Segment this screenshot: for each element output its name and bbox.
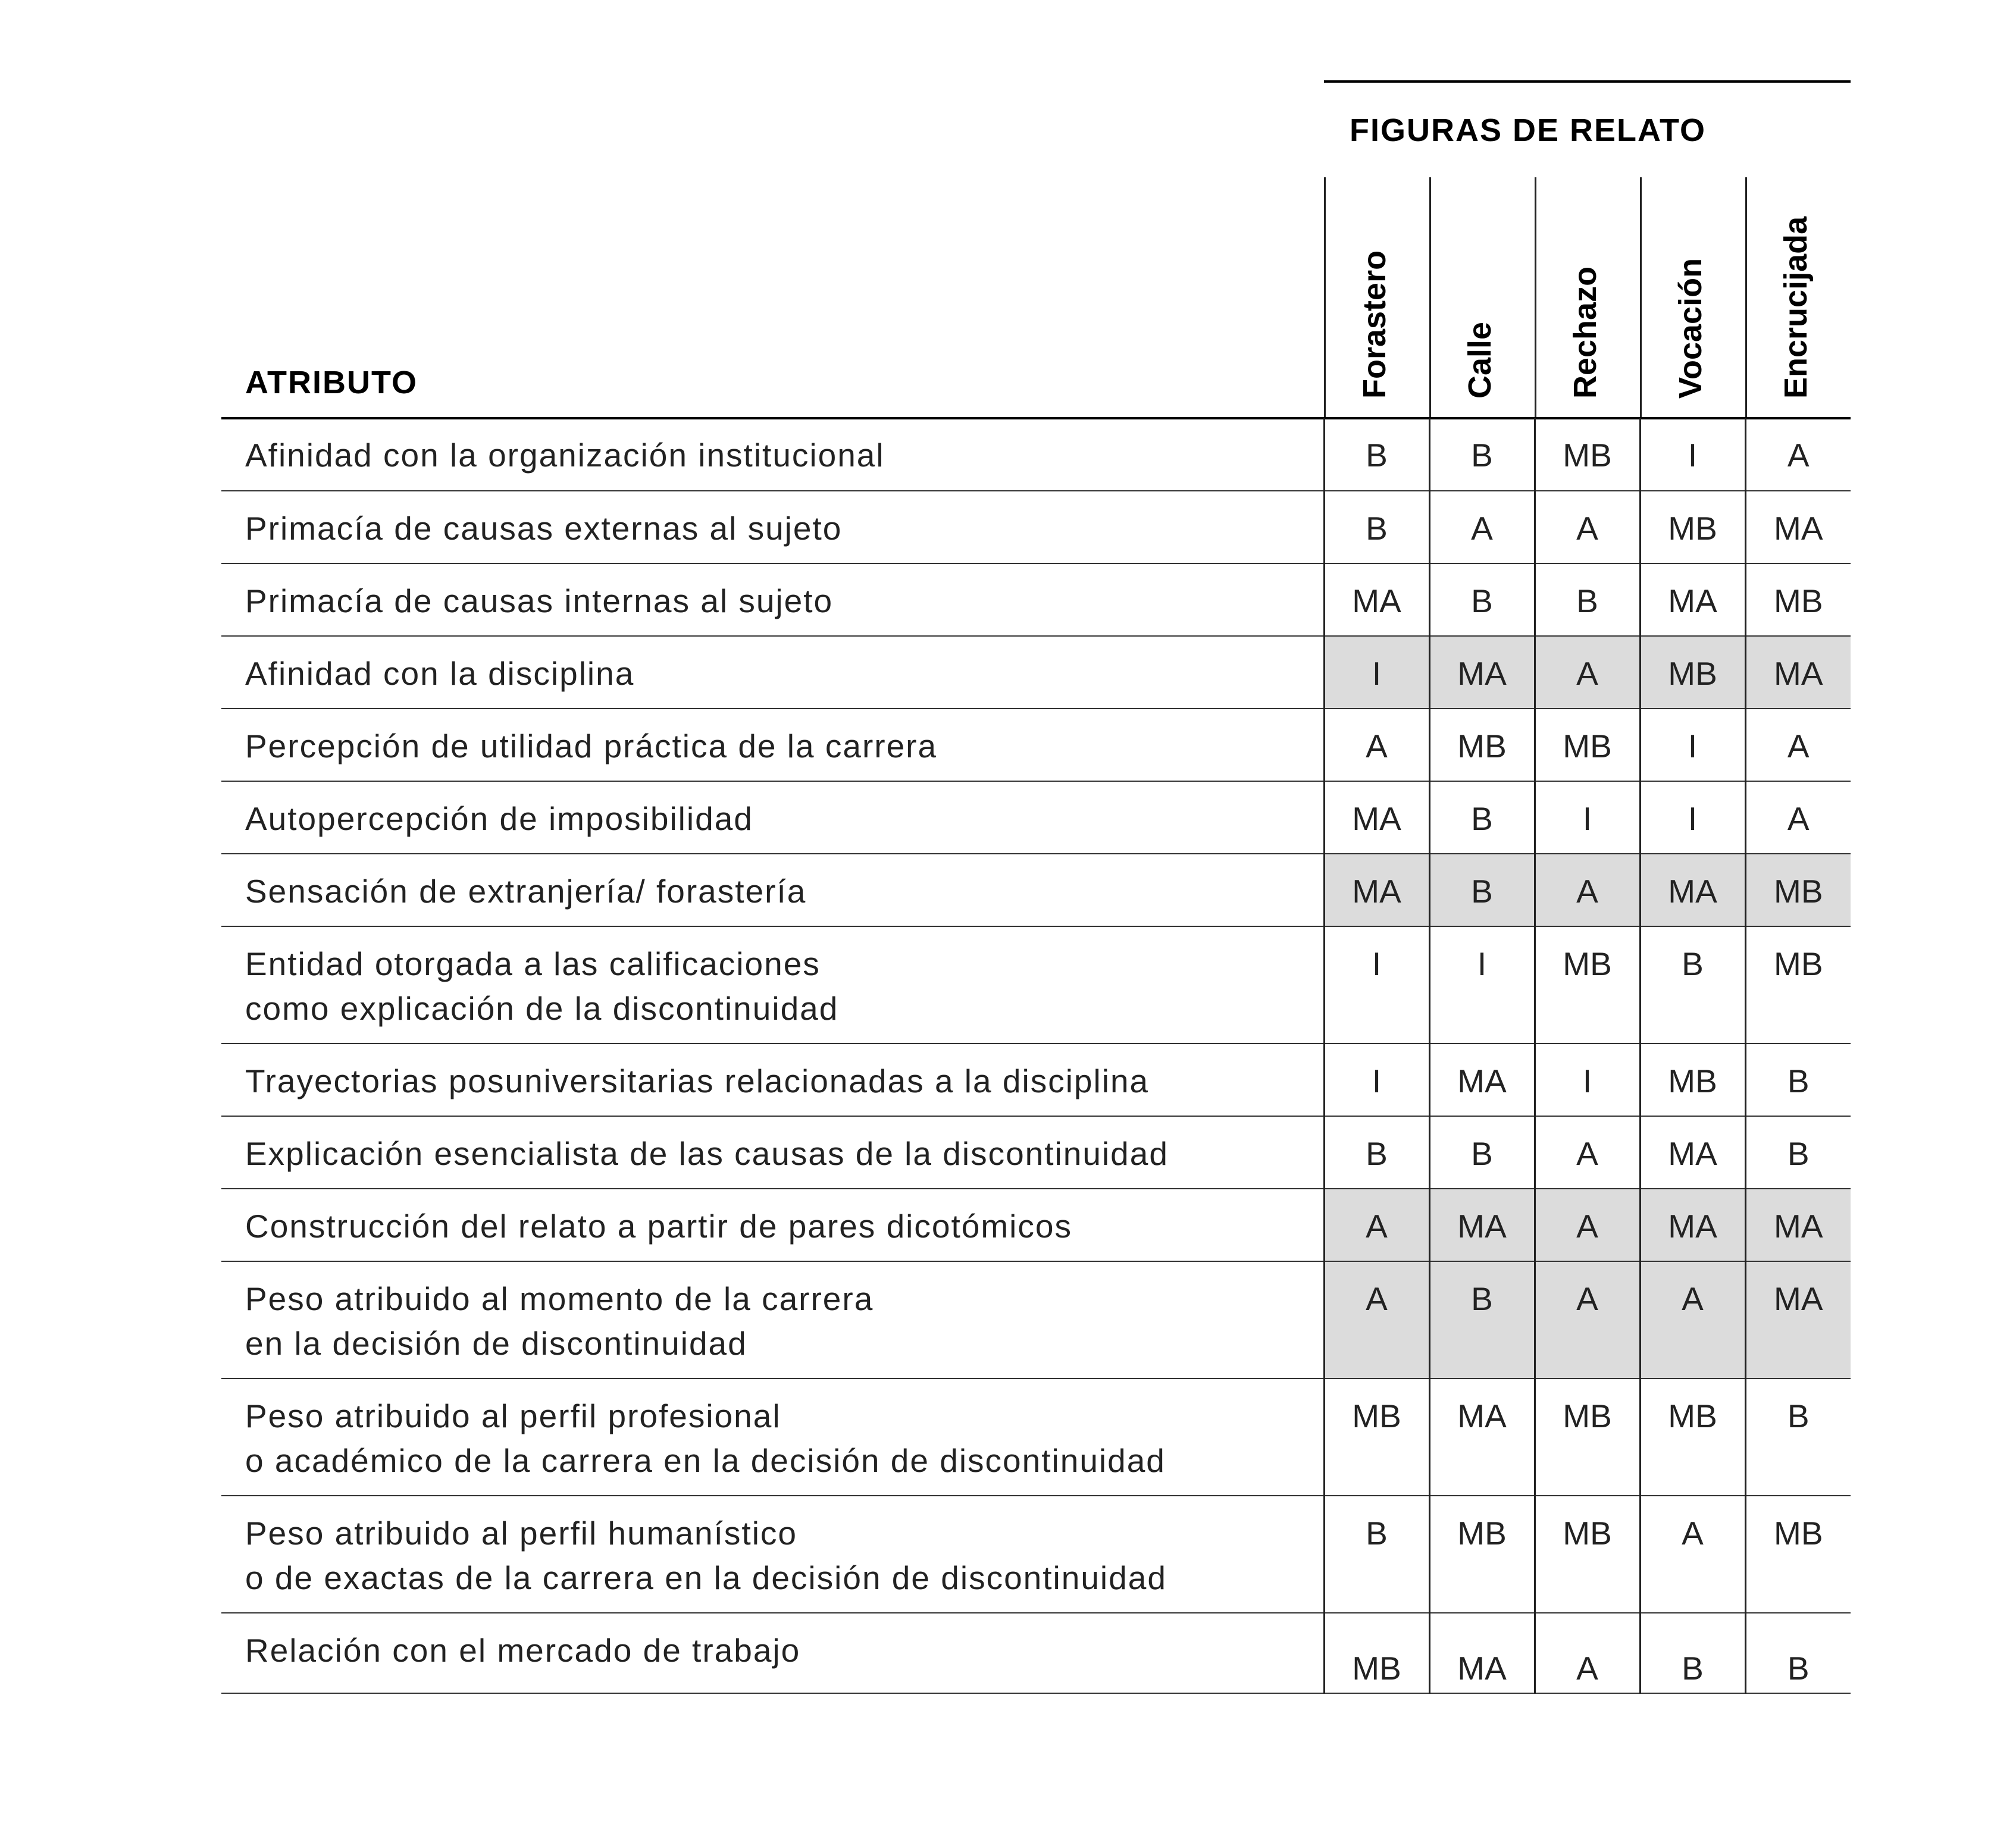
- attribute-cell: [221, 1613, 1324, 1693]
- value-cell: A: [1535, 854, 1640, 926]
- value-cell: MA: [1640, 1116, 1745, 1189]
- value-cell: MB: [1745, 854, 1851, 926]
- attribute-cell: [221, 636, 1324, 709]
- table-row: [221, 1496, 1851, 1613]
- value-cell: A: [1745, 418, 1851, 491]
- attribute-table: [221, 418, 1851, 1694]
- attribute-line: Entidad otorgada a las calificaciones: [245, 945, 821, 982]
- value-cell: MA: [1429, 1189, 1535, 1261]
- value-cell: B: [1429, 1116, 1535, 1189]
- attribute-cell: [221, 491, 1324, 563]
- value-cell: MA: [1324, 854, 1429, 926]
- value-cell: A: [1535, 1189, 1640, 1261]
- value-cell: I: [1640, 709, 1745, 781]
- value-cell: MB: [1535, 709, 1640, 781]
- value-cell: MA: [1745, 1261, 1851, 1378]
- value-cell: MB: [1640, 491, 1745, 563]
- table-row: [221, 563, 1851, 636]
- value-cell: I: [1324, 636, 1429, 709]
- value-cell: MB: [1535, 926, 1640, 1044]
- value-cell: A: [1640, 1496, 1745, 1613]
- attribute-line: Relación con el mercado de trabajo: [245, 1632, 801, 1669]
- attribute-line: o de exactas de la carrera en la decisión de discontinuidad: [245, 1559, 1167, 1596]
- value-cell: I: [1640, 781, 1745, 854]
- value-cell: B: [1429, 781, 1535, 854]
- value-cell: MB: [1640, 636, 1745, 709]
- value-cell: MA: [1429, 1613, 1535, 1693]
- attribute-line: Peso atribuido al momento de la carrera: [245, 1280, 874, 1317]
- table-row: [221, 1613, 1851, 1693]
- attribute-line: Percepción de utilidad práctica de la carrera: [245, 728, 938, 765]
- value-cell: I: [1429, 926, 1535, 1044]
- attribute-line: como explicación de la discontinuidad: [245, 990, 839, 1027]
- value-cell: A: [1745, 709, 1851, 781]
- value-cell: MA: [1324, 781, 1429, 854]
- attribute-cell: [221, 926, 1324, 1044]
- value-cell: MA: [1745, 1189, 1851, 1261]
- value-cell: I: [1535, 781, 1640, 854]
- column-header-rechazo: Rechazo: [1567, 266, 1603, 399]
- attribute-cell: [221, 1044, 1324, 1116]
- value-cell: MB: [1535, 418, 1640, 491]
- value-cell: MB: [1429, 1496, 1535, 1613]
- table-row: [221, 709, 1851, 781]
- value-cell: A: [1535, 491, 1640, 563]
- value-cell: B: [1324, 1496, 1429, 1613]
- value-cell: B: [1745, 1116, 1851, 1189]
- value-cell: A: [1535, 1116, 1640, 1189]
- value-cell: B: [1429, 854, 1535, 926]
- value-cell: A: [1324, 709, 1429, 781]
- value-cell: B: [1324, 1116, 1429, 1189]
- value-cell: MA: [1429, 1044, 1535, 1116]
- table-row: [221, 1044, 1851, 1116]
- value-cell: B: [1429, 563, 1535, 636]
- value-cell: MB: [1429, 709, 1535, 781]
- group-header-rule: [1324, 80, 1851, 83]
- attribute-line: Construcción del relato a partir de pares dicotómicos: [245, 1208, 1072, 1245]
- value-cell: B: [1640, 926, 1745, 1044]
- value-cell: B: [1324, 418, 1429, 491]
- table-row: [221, 854, 1851, 926]
- value-cell: MB: [1324, 1378, 1429, 1496]
- attribute-cell: [221, 709, 1324, 781]
- value-cell: A: [1745, 781, 1851, 854]
- value-cell: A: [1640, 1261, 1745, 1378]
- table-row: [221, 926, 1851, 1044]
- table-row: [221, 1261, 1851, 1378]
- value-cell: MB: [1324, 1613, 1429, 1693]
- value-cell: B: [1429, 418, 1535, 491]
- column-header-encrucijada: Encrucijada: [1778, 216, 1814, 399]
- value-cell: A: [1535, 636, 1640, 709]
- attribute-cell: [221, 1116, 1324, 1189]
- attribute-line: Peso atribuido al perfil profesional: [245, 1398, 781, 1434]
- value-cell: B: [1324, 491, 1429, 563]
- attribute-cell: [221, 1189, 1324, 1261]
- value-cell: MB: [1640, 1044, 1745, 1116]
- attribute-line: Sensación de extranjería/ forastería: [245, 873, 807, 910]
- attribute-line: Explicación esencialista de las causas de la discontinuidad: [245, 1135, 1169, 1172]
- value-cell: B: [1429, 1261, 1535, 1378]
- value-cell: MA: [1745, 636, 1851, 709]
- attribute-line: Primacía de causas internas al sujeto: [245, 582, 834, 619]
- attribute-line: en la decisión de discontinuidad: [245, 1325, 747, 1362]
- attribute-cell: [221, 1378, 1324, 1496]
- table-row: [221, 1189, 1851, 1261]
- table-row: [221, 491, 1851, 563]
- value-cell: MA: [1745, 491, 1851, 563]
- value-cell: A: [1324, 1189, 1429, 1261]
- value-cell: I: [1535, 1044, 1640, 1116]
- value-cell: MB: [1640, 1378, 1745, 1496]
- value-cell: MA: [1640, 1189, 1745, 1261]
- attribute-cell: [221, 563, 1324, 636]
- value-cell: MB: [1535, 1378, 1640, 1496]
- value-cell: MB: [1745, 563, 1851, 636]
- attribute-line: Afinidad con la organización institucional: [245, 437, 885, 474]
- value-cell: MA: [1640, 854, 1745, 926]
- value-cell: A: [1324, 1261, 1429, 1378]
- attribute-cell: [221, 418, 1324, 491]
- value-cell: B: [1640, 1613, 1745, 1693]
- attribute-line: Autopercepción de imposibilidad: [245, 800, 753, 837]
- value-cell: MB: [1535, 1496, 1640, 1613]
- column-header-vocacion: Vocación: [1673, 258, 1708, 399]
- attribute-line: Peso atribuido al perfil humanístico: [245, 1515, 798, 1552]
- attribute-line: o académico de la carrera en la decisión de discontinuidad: [245, 1442, 1166, 1479]
- table-body: [221, 418, 1851, 1693]
- value-cell: MA: [1324, 563, 1429, 636]
- attribute-line: Trayectorias posuniversitarias relacionadas a la disciplina: [245, 1063, 1150, 1099]
- value-cell: I: [1640, 418, 1745, 491]
- attribute-cell: [221, 854, 1324, 926]
- value-cell: I: [1324, 926, 1429, 1044]
- attribute-line: Afinidad con la disciplina: [245, 655, 635, 692]
- table-row: [221, 781, 1851, 854]
- value-cell: A: [1535, 1613, 1640, 1693]
- value-cell: B: [1745, 1044, 1851, 1116]
- value-cell: MB: [1745, 1496, 1851, 1613]
- value-cell: I: [1324, 1044, 1429, 1116]
- value-cell: MA: [1429, 636, 1535, 709]
- attribute-line: Primacía de causas externas al sujeto: [245, 510, 843, 547]
- value-cell: A: [1535, 1261, 1640, 1378]
- value-cell: B: [1535, 563, 1640, 636]
- attribute-cell: [221, 781, 1324, 854]
- value-cell: MA: [1640, 563, 1745, 636]
- attribute-cell: [221, 1496, 1324, 1613]
- value-cell: A: [1429, 491, 1535, 563]
- value-cell: B: [1745, 1613, 1851, 1693]
- column-header-forastero: Forastero: [1357, 250, 1392, 399]
- value-cell: B: [1745, 1378, 1851, 1496]
- table-row: [221, 636, 1851, 709]
- value-cell: MB: [1745, 926, 1851, 1044]
- value-cell: MA: [1429, 1378, 1535, 1496]
- attribute-column-header: ATRIBUTO: [245, 365, 418, 400]
- table-row: [221, 1378, 1851, 1496]
- table-row: [221, 1116, 1851, 1189]
- group-header-title: FIGURAS DE RELATO: [1350, 112, 1707, 148]
- column-header-calle: Calle: [1462, 321, 1498, 399]
- attribute-cell: [221, 1261, 1324, 1378]
- table-row: [221, 418, 1851, 491]
